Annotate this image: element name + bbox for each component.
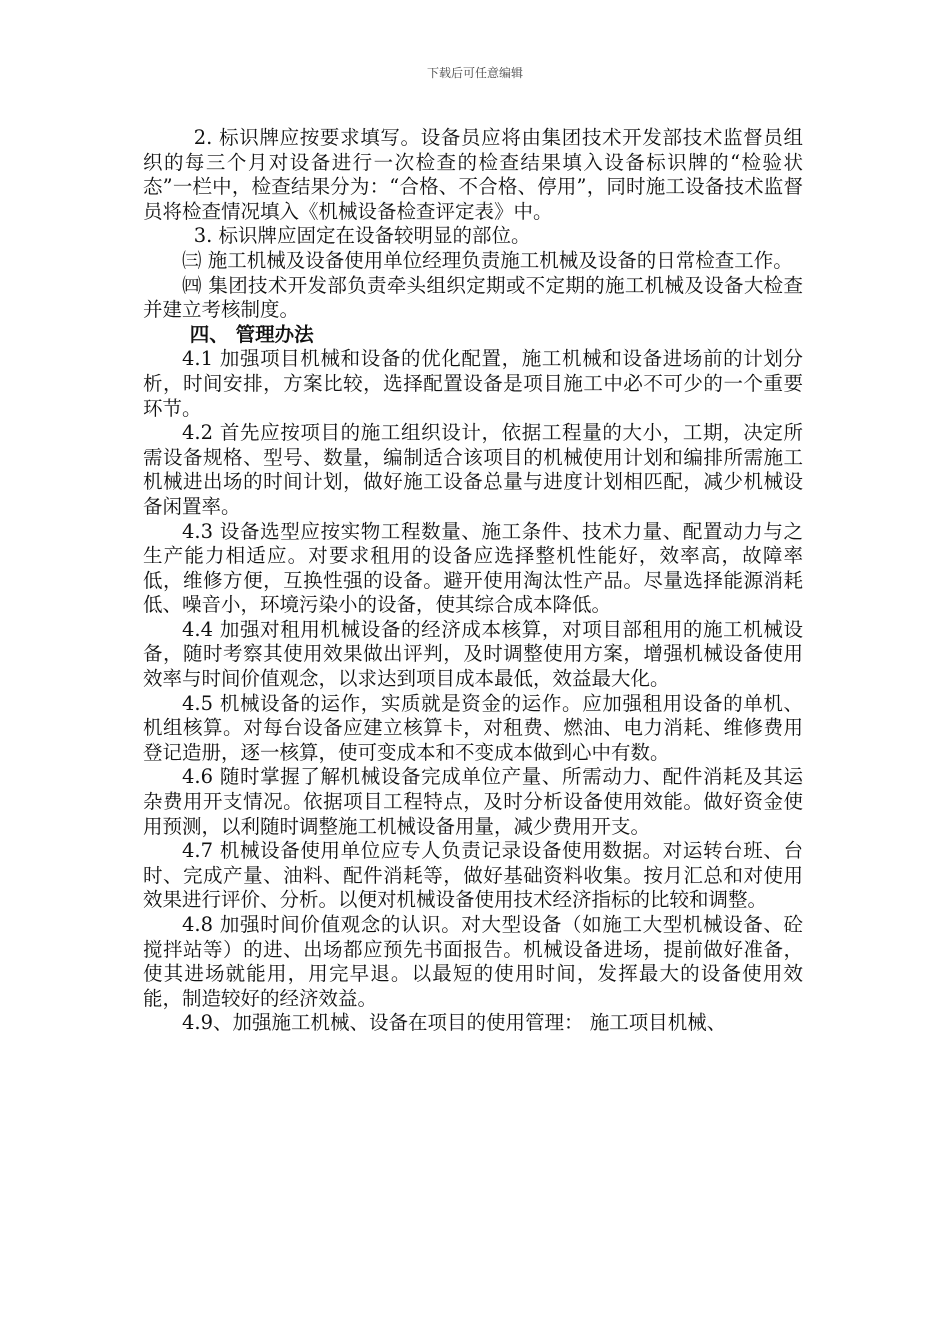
paragraph-4-6: 4.6 随时掌握了解机械设备完成单位产量、所需动力、配件消耗及其运杂费用开支情况。依据项目工程特点，及时分析设备使用效能。做好资金使用预测，以利随时调整施工机械设备用量，减少费用开支。 [143,765,803,838]
paragraph-4-3: 4.3 设备选型应按实物工程数量、施工条件、技术力量、配置动力与之生产能力相适应。对要求租用的设备应选择整机性能好，效率高，故障率低，维修方便，互换性强的设备。避开使用淘汰性产品。尽量选择能源消耗低、噪音小，环境污染小的设备，使其综合成本降低。 [143,519,803,617]
paragraph-item-4: ㈣ 集团技术开发部负责牵头组织定期或不定期的施工机械及设备大检查并建立考核制度。 [143,273,803,322]
paragraph-4-2: 4.2 首先应按项目的施工组织设计，依据工程量的大小，工期，决定所需设备规格、型号、数量，编制适合该项目的机械使用计划和编排所需施工机械进出场的时间计划，做好施工设备总量与进度计划相匹配，减少机械设备闲置率。 [143,421,803,518]
paragraph-4-5: 4.5 机械设备的运作，实质就是资金的运作。应加强租用设备的单机、机组核算。对每台设备应建立核算卡，对租费、燃油、电力消耗、维修费用登记造册，逐一核算，使可变成本和不变成本做到心中有数。 [143,691,803,764]
paragraph-4-1: 4.1 加强项目机械和设备的优化配置，施工机械和设备进场前的计划分析，时间安排，方案比较，选择配置设备是项目施工中必不可少的一个重要环节。 [143,347,803,420]
paragraph-3: 3. 标识牌应固定在设备较明显的部位。 [193,224,531,248]
paragraph-2: 2. 标识牌应按要求填写。设备员应将由集团技术开发部技术监督员组织的每三个月对设备进行一次检查的检查结果填入设备标识牌的“检验状态”一栏中，检查结果分为：“合格、不合格、停用”，同时施工设备技术监督员将检查情况填入《机械设备检查评定表》中。 [143,126,803,223]
paragraph-item-3: ㈢ 施工机械及设备使用单位经理负责施工机械及设备的日常检查工作。 [182,248,793,272]
paragraph-4-7: 4.7 机械设备使用单位应专人负责记录设备使用数据。对运转台班、台时、完成产量、油料、配件消耗等，做好基础资料收集。按月汇总和对使用效果进行评价、分析。以便对机械设备使用技术经济指标的比较和调整。 [143,839,803,912]
page-header: 下载后可任意编辑 [426,66,523,80]
paragraph-4-4: 4.4 加强对租用机械设备的经济成本核算，对项目部租用的施工机械设备，随时考察其使用效果做出评判，及时调整使用方案，增强机械设备使用效率与时间价值观念，以求达到项目成本最低，效益最大化。 [143,617,803,691]
document-body [143,126,803,1036]
paragraph-4-8: 4.8 加强时间价值观念的认识。对大型设备（如施工大型机械设备、砼搅拌站等）的进、出场都应预先书面报告。机械设备进场，提前做好准备，使其进场就能用，用完早退。以最短的使用时间，发挥最大的设备使用效能，制造较好的经济效益。 [143,913,803,1010]
section-heading: 四、 管理办法 [189,322,314,346]
paragraph-4-9: 4.9、加强施工机械、设备在项目的使用管理： 施工项目机械、 [182,1011,727,1035]
